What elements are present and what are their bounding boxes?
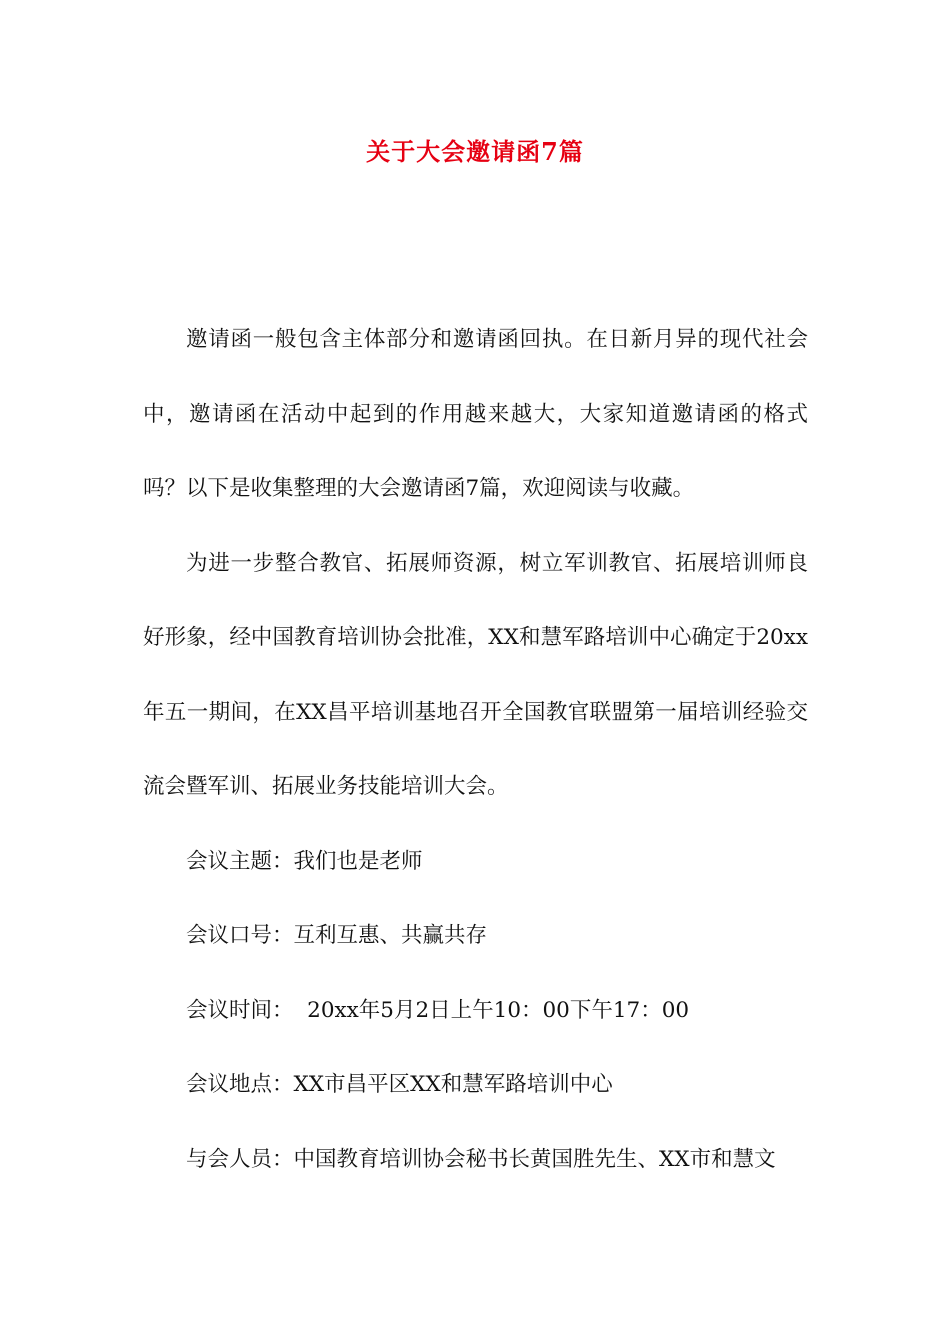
- meeting-theme: 会议主题：我们也是老师: [186, 848, 423, 874]
- announcement-paragraph: 为进一步整合教官、拓展师资源，树立军训教官、拓展培训师良好形象，经中国教育培训协会批准，XX和慧军路培训中心确定于20xx年五一期间，在XX昌平培训基地召开全国教官联盟第一届培训经验交流会暨军训、拓展业务技能培训大会。: [143, 550, 808, 799]
- meeting-location: 会议地点：XX市昌平区XX和慧军路培训中心: [186, 1072, 613, 1097]
- meeting-time: 会议时间： 20xx年5月2日上午10：00下午17：00: [186, 997, 690, 1023]
- meeting-attendees: 与会人员：中国教育培训协会秘书长黄国胜先生、XX市和慧文: [186, 1146, 776, 1172]
- document-body: [143, 303, 808, 1197]
- document-title: 关于大会邀请函7篇: [366, 137, 584, 166]
- intro-paragraph: 邀请函一般包含主体部分和邀请函回执。在日新月异的现代社会中，邀请函在活动中起到的作用越来越大，大家知道邀请函的格式吗？以下是收集整理的大会邀请函7篇，欢迎阅读与收藏。: [143, 327, 808, 501]
- meeting-slogan: 会议口号：互利互惠、共赢共存: [186, 923, 488, 948]
